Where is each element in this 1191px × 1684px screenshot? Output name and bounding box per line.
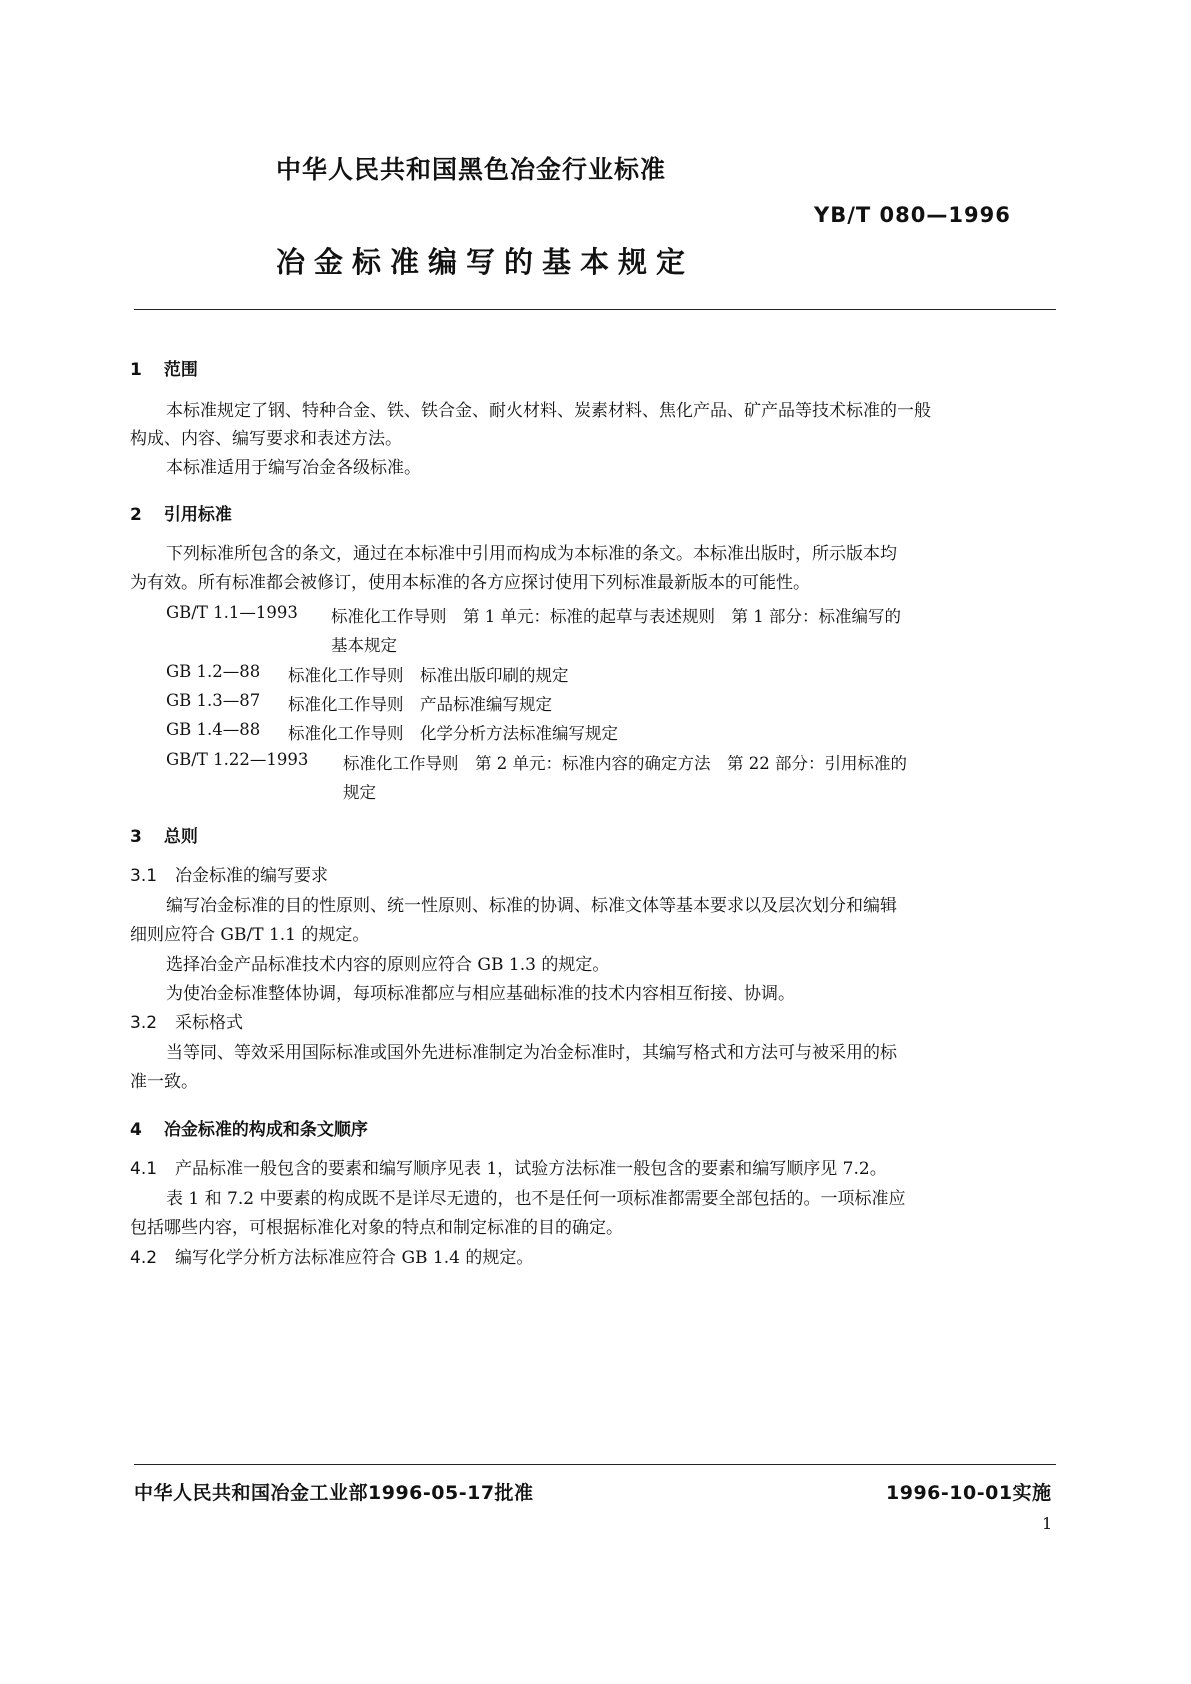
paragraph: 产品标准一般包含的要素和编写顺序见表 1，试验方法标准一般包含的要素和编写顺序见 7.2。 bbox=[175, 1159, 887, 1179]
document-title: 冶金标准编写的基本规定 bbox=[276, 245, 695, 279]
subsection-number: 4.2 bbox=[130, 1248, 158, 1268]
reference-title: 标准化工作导则 标准出版印刷的规定 bbox=[288, 666, 569, 685]
reference-code: GB 1.2—88 bbox=[166, 662, 261, 681]
reference-code: GB 1.3—87 bbox=[166, 691, 261, 710]
section-4-heading bbox=[130, 1115, 368, 1140]
paragraph: 本标准规定了钢、特种合金、铁、铁合金、耐火材料、炭素材料、焦化产品、矿产品等技术标准的一般 bbox=[166, 401, 931, 421]
paragraph: 表 1 和 7.2 中要素的构成既不是详尽无遗的，也不是任何一项标准都需要全部包括的。一项标准应 bbox=[166, 1189, 906, 1209]
section-1-heading bbox=[130, 355, 198, 380]
reference-title: 标准化工作导则 产品标准编写规定 bbox=[288, 695, 552, 714]
paragraph: 选择冶金产品标准技术内容的原则应符合 GB 1.3 的规定。 bbox=[166, 955, 610, 975]
reference-code: GB/T 1.22—1993 bbox=[166, 750, 309, 769]
paragraph: 编写冶金标准的目的性原则、统一性原则、标准的协调、标准文体等基本要求以及层次划分和编辑 bbox=[166, 896, 897, 916]
reference-code: GB/T 1.1—1993 bbox=[166, 603, 298, 622]
paragraph-continuation: 为有效。所有标准都会被修订，使用本标准的各方应探讨使用下列标准最新版本的可能性。 bbox=[130, 573, 810, 593]
paragraph-continuation: 包括哪些内容，可根据标准化对象的特点和制定标准的目的确定。 bbox=[130, 1218, 623, 1238]
section-title: 引用标准 bbox=[163, 505, 232, 525]
subsection-3-2-heading bbox=[130, 1013, 243, 1033]
section-3-heading bbox=[130, 822, 198, 847]
reference-title-continuation: 规定 bbox=[343, 783, 376, 802]
paragraph: 为使冶金标准整体协调，每项标准都应与相应基础标准的技术内容相互衔接、协调。 bbox=[166, 984, 795, 1004]
subsection-number: 4.1 bbox=[130, 1159, 158, 1179]
implementation-date: 1996-10-01实施 bbox=[886, 1482, 1052, 1504]
subsection-number: 3.1 bbox=[130, 866, 158, 886]
paragraph: 编写化学分析方法标准应符合 GB 1.4 的规定。 bbox=[175, 1248, 534, 1268]
subsection-4-2 bbox=[130, 1248, 533, 1268]
section-number: 1 bbox=[130, 360, 142, 380]
section-number: 3 bbox=[130, 827, 142, 847]
footer-rule bbox=[134, 1464, 1056, 1465]
paragraph: 当等同、等效采用国际标准或国外先进标准制定为冶金标准时，其编写格式和方法可与被采用的标 bbox=[166, 1043, 897, 1063]
reference-title: 标准化工作导则 化学分析方法标准编写规定 bbox=[288, 724, 618, 743]
paragraph: 下列标准所包含的条文，通过在本标准中引用而构成为本标准的条文。本标准出版时，所示版本均 bbox=[166, 544, 897, 564]
page-number: 1 bbox=[1042, 1514, 1053, 1533]
standard-code: YB/T 080—1996 bbox=[814, 203, 1011, 227]
reference-code: GB 1.4—88 bbox=[166, 720, 261, 739]
subsection-3-1-heading bbox=[130, 866, 328, 886]
paragraph-continuation: 细则应符合 GB/T 1.1 的规定。 bbox=[130, 925, 370, 945]
subsection-4-1 bbox=[130, 1159, 887, 1179]
paragraph-continuation: 准一致。 bbox=[130, 1072, 198, 1092]
section-2-heading bbox=[130, 500, 232, 525]
section-number: 4 bbox=[130, 1120, 142, 1140]
subsection-title: 采标格式 bbox=[175, 1013, 244, 1033]
section-title: 冶金标准的构成和条文顺序 bbox=[163, 1120, 368, 1140]
subsection-number: 3.2 bbox=[130, 1013, 158, 1033]
subsection-title: 冶金标准的编写要求 bbox=[175, 866, 329, 886]
paragraph-continuation: 构成、内容、编写要求和表述方法。 bbox=[130, 429, 402, 449]
reference-title-continuation: 基本规定 bbox=[331, 636, 397, 655]
header-org-title: 中华人民共和国黑色冶金行业标准 bbox=[276, 155, 667, 184]
section-title: 范围 bbox=[163, 360, 198, 380]
section-number: 2 bbox=[130, 505, 142, 525]
header-rule bbox=[134, 309, 1056, 310]
reference-title: 标准化工作导则 第 2 单元：标准内容的确定方法 第 22 部分：引用标准的 bbox=[343, 754, 907, 773]
reference-title: 标准化工作导则 第 1 单元：标准的起草与表述规则 第 1 部分：标准编写的 bbox=[331, 607, 901, 626]
approval-statement: 中华人民共和国冶金工业部1996-05-17批准 bbox=[134, 1482, 534, 1504]
section-title: 总则 bbox=[163, 827, 198, 847]
paragraph: 本标准适用于编写冶金各级标准。 bbox=[166, 458, 421, 478]
